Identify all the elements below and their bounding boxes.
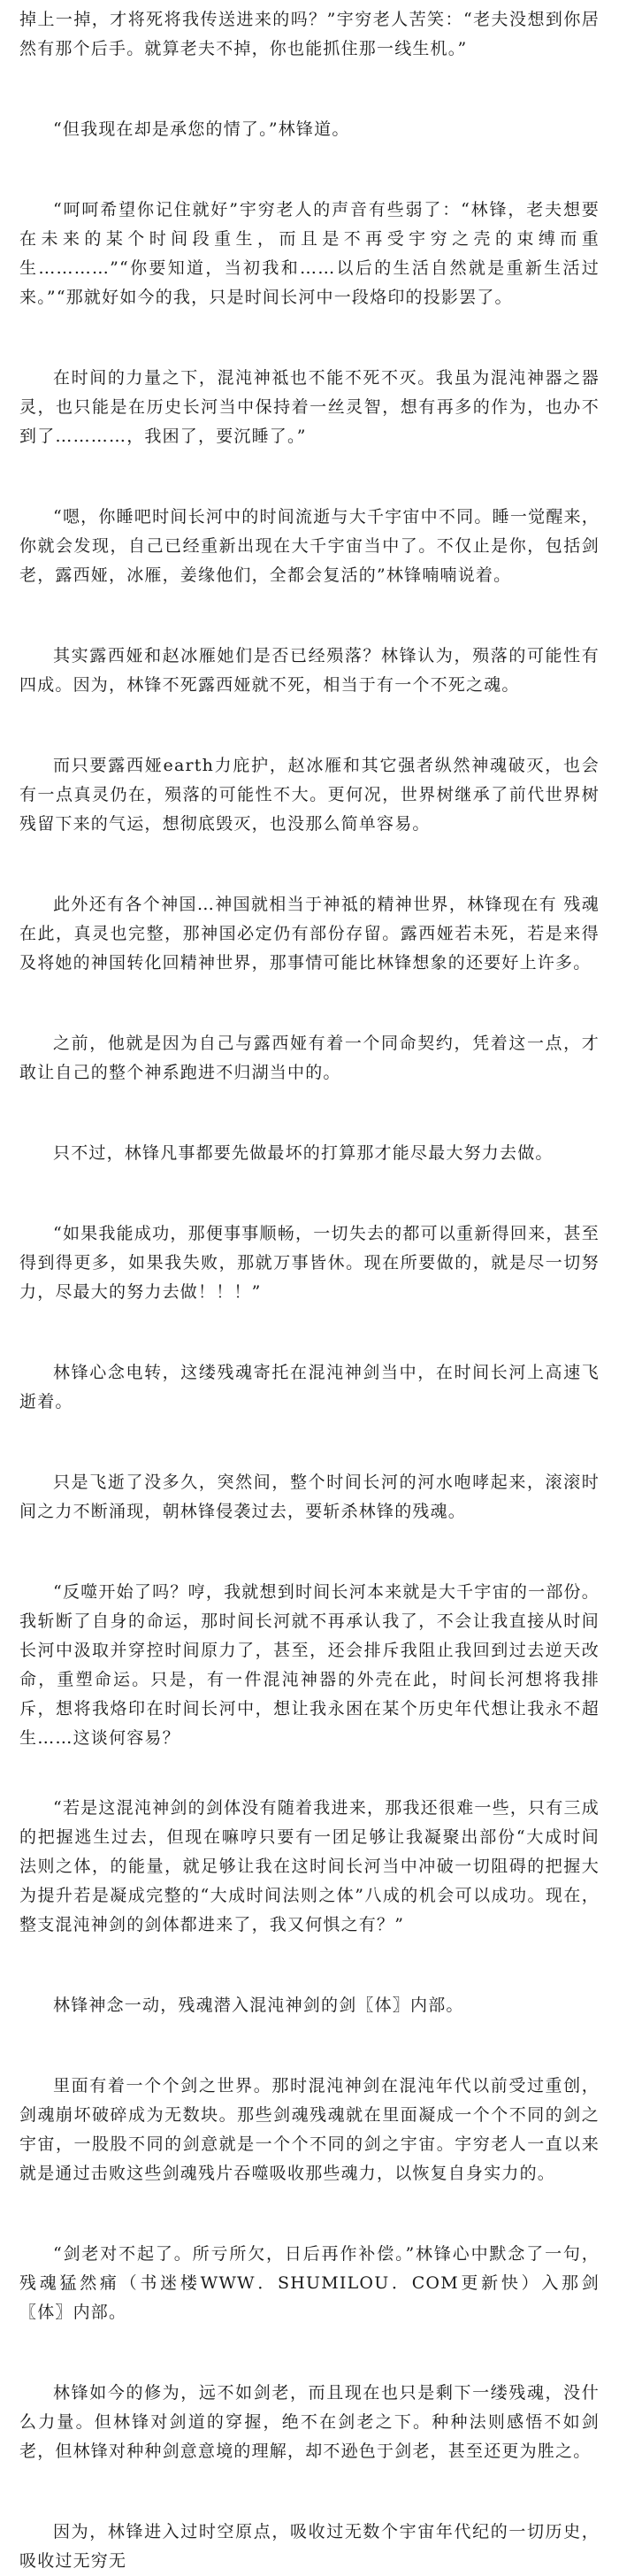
- paragraph: 其实露西娅和赵冰雁她们是否已经殒落？林锋认为，殒落的可能性有四成。因为，林锋不死露西娅就不死，相当于有一个不死之魂。: [19, 646, 600, 695]
- paragraph: “反噬开始了吗？哼，我就想到时间长河本来就是大千宇宙的一部份。我斩断了自身的命运，那时间长河就不再承认我了，不会让我直接从时间长河中汲取并穿控时间原力了，甚至，还会排斥我阻止我回到过去逆天改命，重塑命运。只是，有一件混沌神器的外壳在此，时间长河想将我排斥，想将我烙印在时间长河中，想让我永困在某个历史年代想让我永不超生……这谈何容易？: [19, 1582, 600, 1748]
- paragraph: 此外还有各个神国…神国就相当于神祗的精神世界，林锋现在有 残魂在此，真灵也完整，那神国必定仍有部份存留。露西娅若未死，若是来得及将她的神国转化回精神世界，那事情可能比林锋想象的还要好上许多。: [19, 895, 600, 973]
- paragraph: 只不过，林锋凡事都要先做最坏的打算那才能尽最大努力去做。: [53, 1143, 554, 1163]
- paragraph: 林锋神念一动，残魂潜入混沌神剑的剑〖体〗内部。: [53, 1995, 464, 2015]
- paragraph: 林锋如今的修为，远不如剑老，而且现在也只是剩下一缕残魂，没什么力量。但林锋对剑道的穿握，绝不在剑老之下。种种法则感悟不如剑老，但林锋对种种剑意意境的理解，却不逊色于剑老，甚至还更为胜之。: [19, 2383, 600, 2461]
- paragraph: 之前，他就是因为自己与露西娅有着一个同命契约，凭着这一点，才敢让自己的整个神系跑进不归湖当中的。: [19, 1034, 600, 1082]
- paragraph: “如果我能成功，那便事事顺畅，一切失去的都可以重新得回来，甚至得到得更多，如果我失败，那就万事皆休。现在所要做的，就是尽一切努力，尽最大的努力去做！！！”: [19, 1224, 600, 1302]
- paragraph: “剑老对不起了。所亏所欠，日后再作补偿。”林锋心中默念了一句，残魂猛然痛（书迷楼WWW．SHUMILOU．COM更新快）入那剑〖体〗内部。: [19, 2244, 600, 2322]
- paragraph: 里面有着一个个剑之世界。那时混沌神剑在混沌年代以前受过重创，剑魂崩坏破碎成为无数块。那些剑魂残魂就在里面凝成一个个不同的剑之宇宙，一股股不同的剑意就是一个个不同的剑之宇宙。宇穷老人一直以来就是通过击败这些剑魂残片吞噬吸收那些魂力，以恢复自身实力的。: [19, 2076, 600, 2183]
- paragraph: 因为，林锋进入过时空原点，吸收过无数个宇宙年代纪的一切历史，吸收过无穷无: [19, 2522, 600, 2571]
- paragraph: 掉上一掉，才将死将我传送进来的吗？”宇穷老人苦笑：“老夫没想到你居然有那个后手。就算老夫不掉，你也能抓住那一线生机。”: [19, 10, 600, 58]
- paragraph: 在时间的力量之下，混沌神祗也不能不死不灭。我虽为混沌神器之器灵，也只能是在历史长河当中保持着一丝灵智，想有再多的作为，也办不到了…………，我困了，要沉睡了。”: [19, 368, 600, 446]
- paragraph: 而只要露西娅earth力庇护，赵冰雁和其它强者纵然神魂破灭，也会有一点真灵仍在，殒落的可能性不大。更何况，世界树继承了前代世界树残留下来的气运，想彻底毁灭，也没那么简单容易。: [19, 756, 600, 834]
- paragraph: “嗯，你睡吧时间长河中的时间流逝与大千宇宙中不同。睡一觉醒来，你就会发现，自己已经重新出现在大千宇宙当中了。不仅止是你，包括剑老，露西娅，冰雁，姜缘他们，全都会复活的”林锋喃喃说着。: [19, 507, 600, 585]
- paragraph: 林锋心念电转，这缕残魂寄托在混沌神剑当中，在时间长河上高速飞逝着。: [19, 1363, 600, 1411]
- paragraph: “呵呵希望你记住就好”宇穷老人的声音有些弱了：“林锋，老夫想要在未来的某个时间段重生，而且是不再受宇穷之壳的束缚而重生…………”“你要知道，当初我和……以后的生活自然就是重新生活过来。”“那就好如今的我，只是时间长河中一段烙印的投影罢了。: [19, 200, 600, 307]
- paragraph: 只是飞逝了没多久，突然间，整个时间长河的河水咆哮起来，滚滚时间之力不断涌现，朝林锋侵袭过去，要斩杀林锋的残魂。: [19, 1473, 600, 1521]
- paragraph: “若是这混沌神剑的剑体没有随着我进来，那我还很难一些，只有三成的把握逃生过去，但现在嘛哼只要有一团足够让我凝聚出部份“大成时间法则之体，的能量，就足够让我在这时间长河当中冲破一切阻碍的把握大为提升若是凝成完整的“大成时间法则之体”八成的机会可以成功。现在，整支混沌神剑的剑体都进来了，我又何惧之有？”: [19, 1798, 600, 1934]
- paragraph: “但我现在却是承您的情了。”林锋道。: [53, 119, 350, 139]
